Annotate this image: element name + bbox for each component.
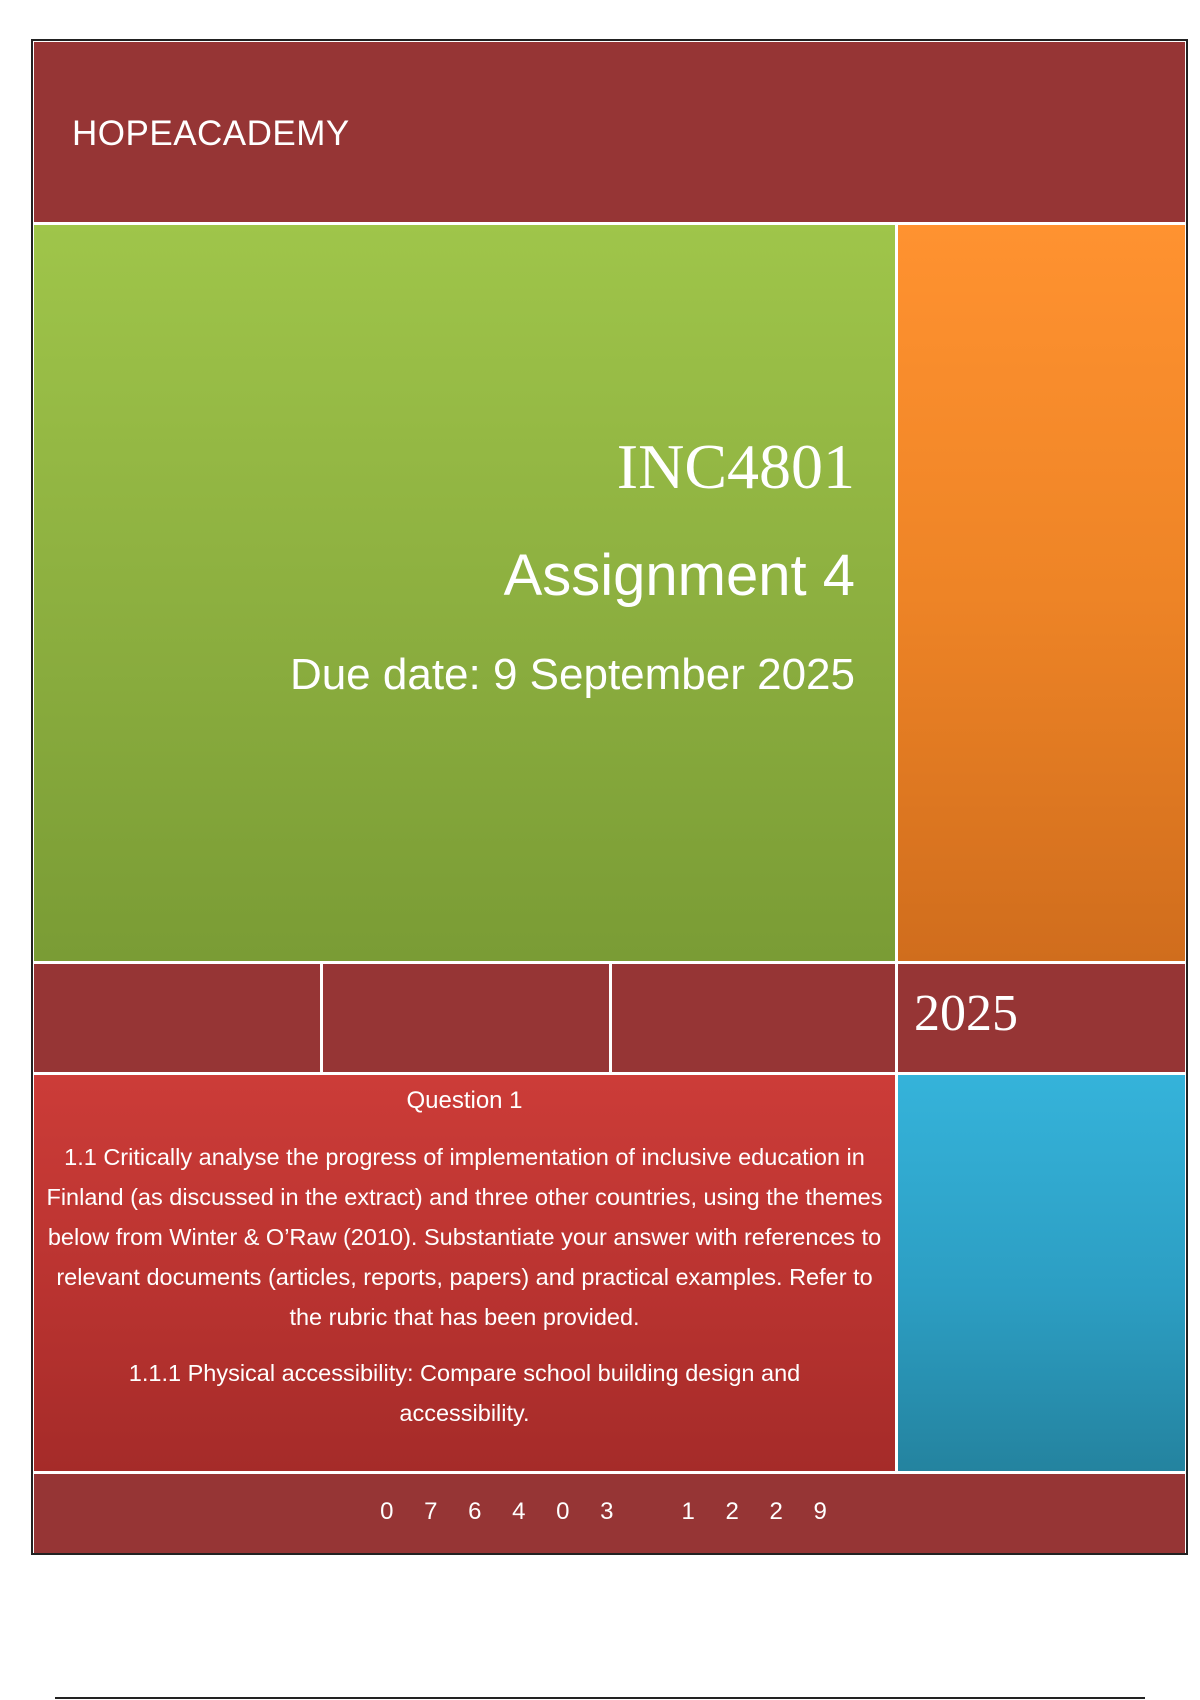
brand-name: HOPEACADEMY [72, 114, 350, 153]
cover-page [31, 39, 1188, 1555]
question-sub-item: 1.1.1 Physical accessibility: Compare school building design and accessibility. [128, 1360, 801, 1426]
band-cell-3 [612, 964, 895, 1072]
bottom-divider [55, 1697, 1145, 1699]
footer-bar [34, 1474, 1185, 1553]
course-code: INC4801 [616, 431, 855, 502]
title-block [289, 431, 855, 699]
due-date: Due date: 9 September 2025 [289, 650, 855, 699]
question-panel [34, 1075, 895, 1471]
assignment-title: Assignment 4 [503, 543, 855, 608]
title-panel [34, 225, 895, 961]
band-cell-2 [323, 964, 609, 1072]
blue-panel [898, 1075, 1185, 1471]
year-cell [898, 964, 1185, 1072]
question-body: 1.1 Critically analyse the progress of implementation of inclusive education in Finland (as discussed in the extract) and three other countries, using the themes below from Winter & O’Raw (2010). Substantiate your answer with references to relevant documents (articles, reports, papers) and practical examples. Refer to the rubric that has been provided. [46, 1144, 883, 1330]
question-title: Question 1 [406, 1087, 523, 1114]
year-label: 2025 [914, 985, 1018, 1042]
header-bar [34, 42, 1185, 222]
band-cell-1 [34, 964, 320, 1072]
footer-code: 0 7 6 4 0 3 1 2 2 9 [380, 1498, 839, 1525]
orange-panel [898, 225, 1185, 961]
